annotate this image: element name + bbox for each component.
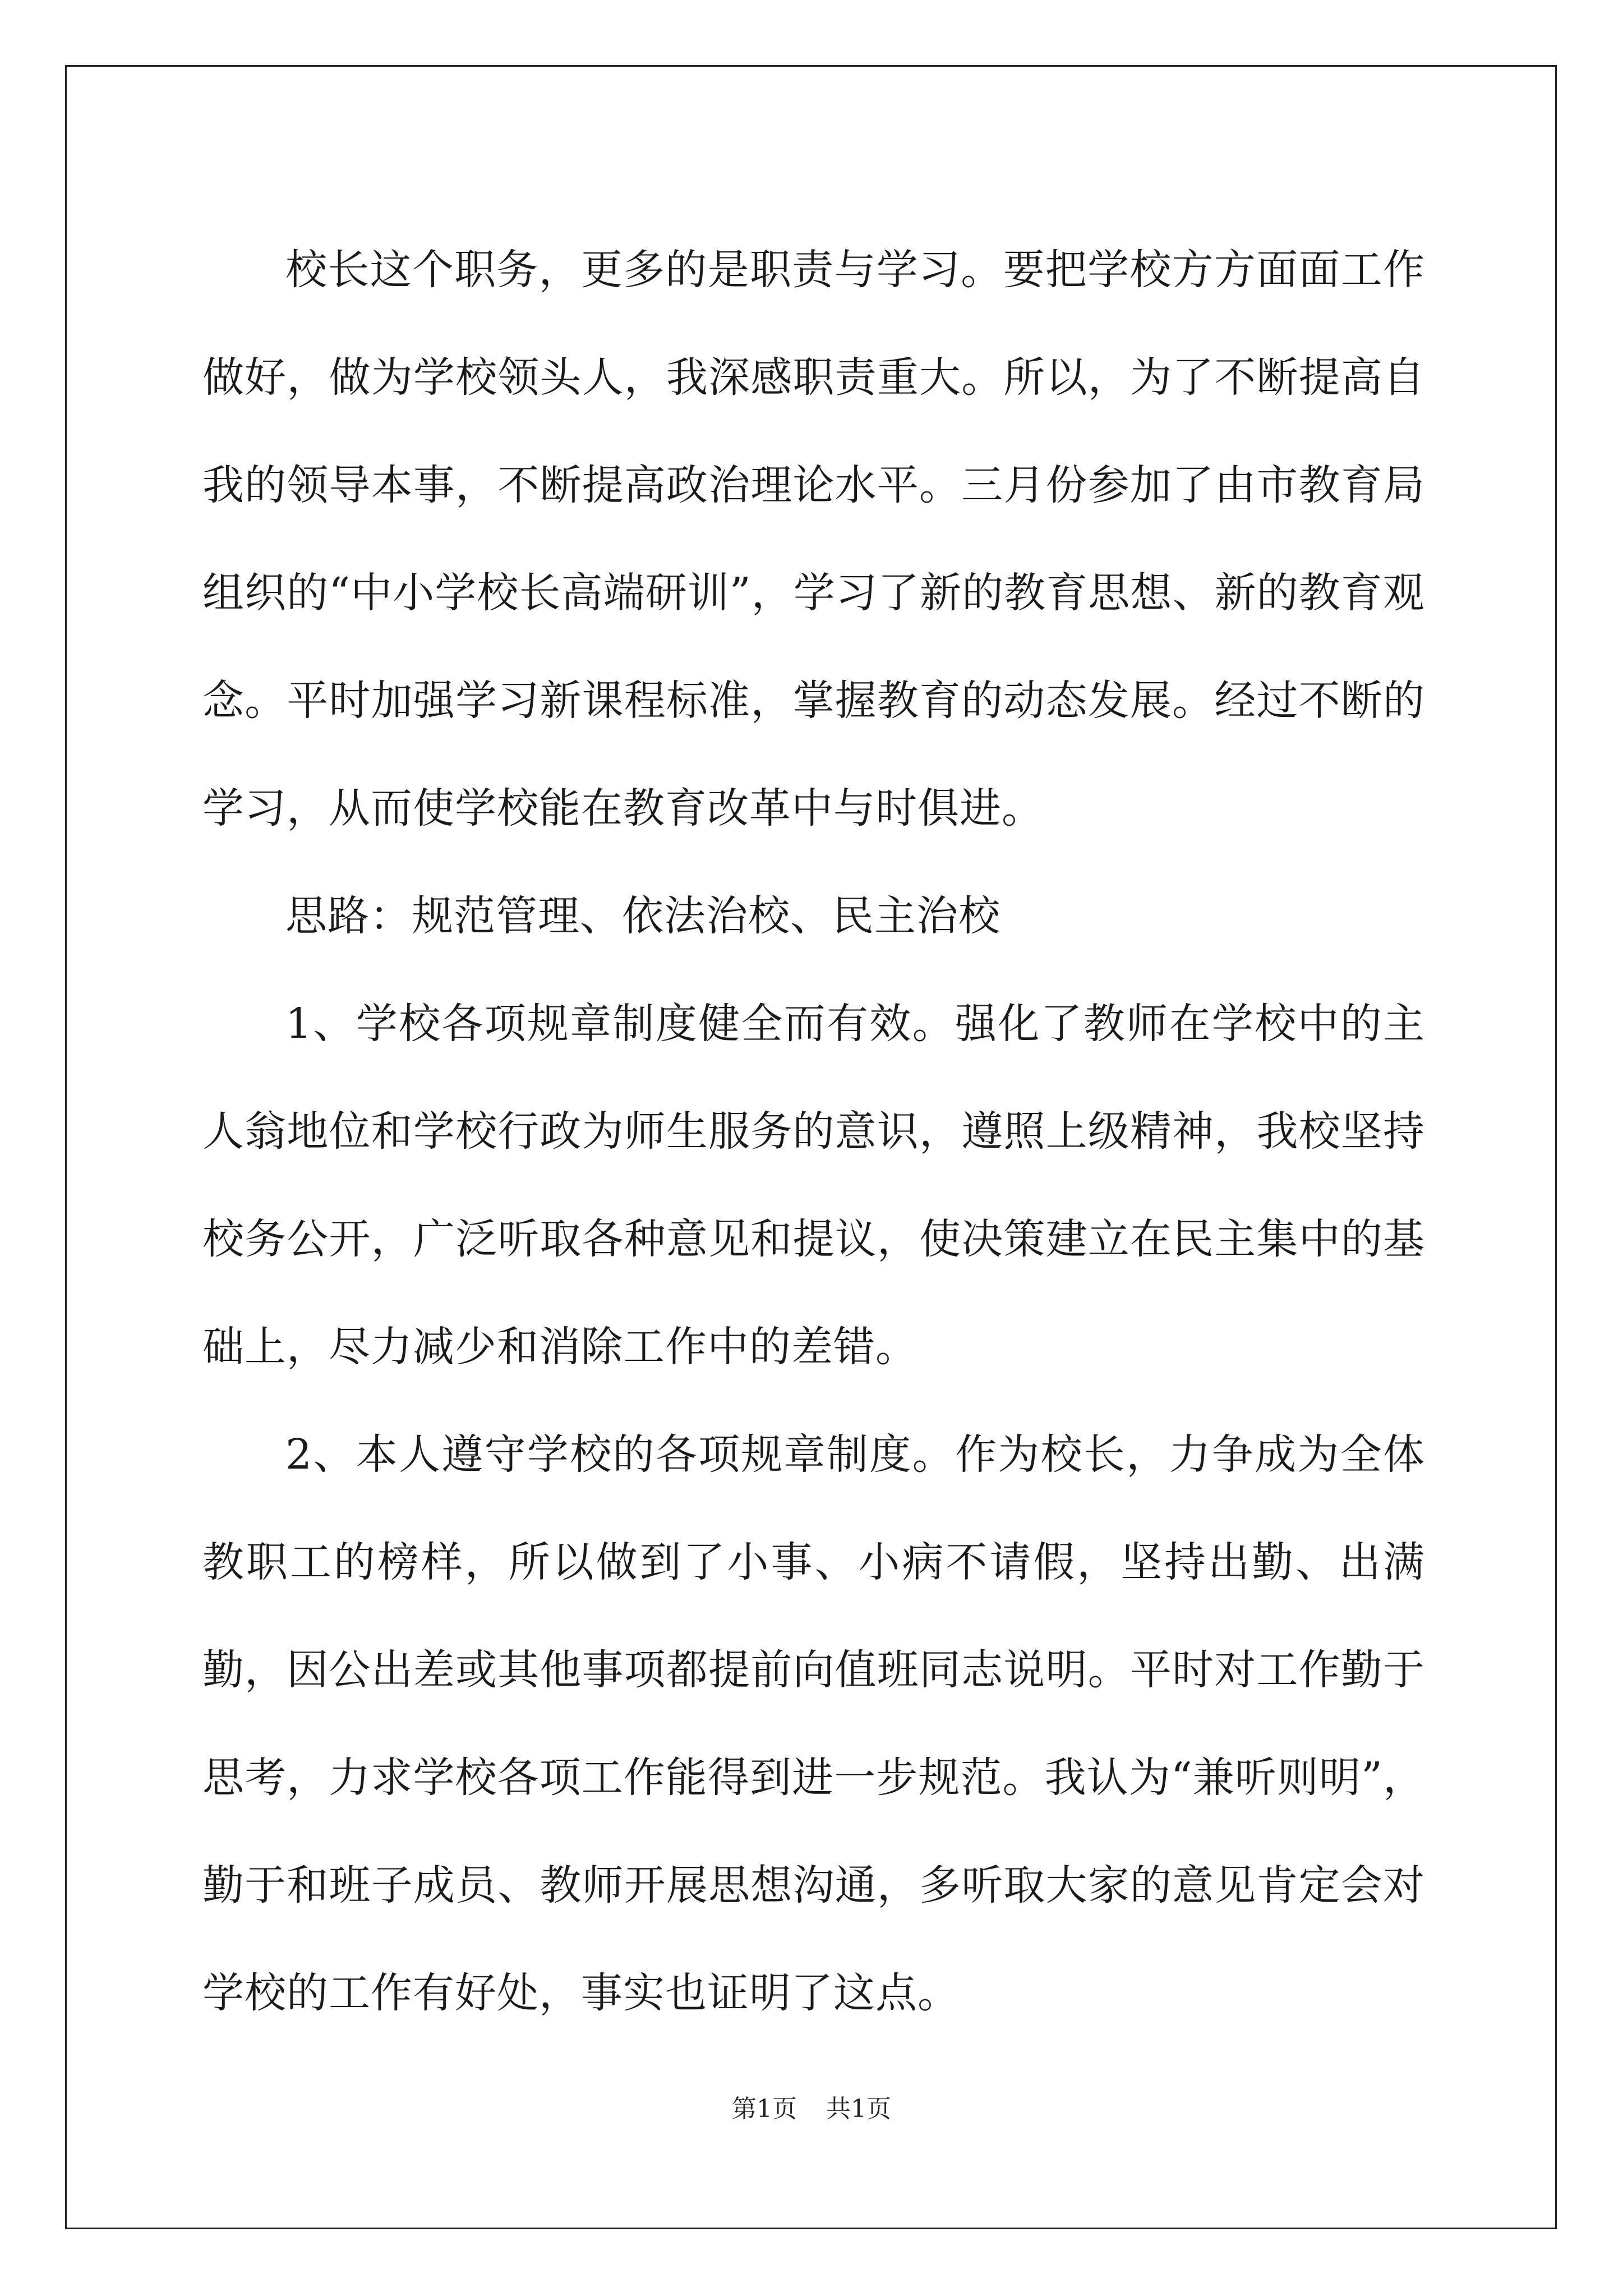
page-number: 第1页 [732,2095,797,2123]
paragraph-intro: 校长这个职务，更多的是职责与学习。要把学校方方面面工作做好，做为学校领头人，我深感职责重大。所以，为了不断提高自我的领导本事，不断提高政治理论水平。三月份参加了由市教育局组织的“中小学校长高端研训”，学习了新的教育思想、新的教育观念。平时加强学习新课程标准，掌握教育的动态发展。经过不断的学习，从而使学校能在教育改革中与时俱进。 [202,246,1425,832]
paragraph-point-2: 2、本人遵守学校的各项规章制度。作为校长，力争成为全体教职工的榜样，所以做到了小事、小病不请假，坚持出勤、出满勤，因公出差或其他事项都提前向值班同志说明。平时对工作勤于思考，力求学校各项工作能得到进一步规范。我认为“兼听则明”，勤于和班子成员、教师开展思想沟通，多听取大家的意见肯定会对学校的工作有好处，事实也证明了这点。 [202,1430,1425,2017]
document-body [202,216,1425,2047]
paragraph-point-1: 1、学校各项规章制度健全而有效。强化了教师在学校中的主人翁地位和学校行政为师生服务的意识，遵照上级精神，我校坚持校务公开，广泛听取各种意见和提议，使决策建立在民主集中的基础上，尽力减少和消除工作中的差错。 [202,1000,1425,1371]
page-total: 共1页 [826,2095,891,2123]
page-footer [0,2088,1623,2124]
paragraph-approach: 思路：规范管理、依法治校、民主治校 [285,892,1000,940]
